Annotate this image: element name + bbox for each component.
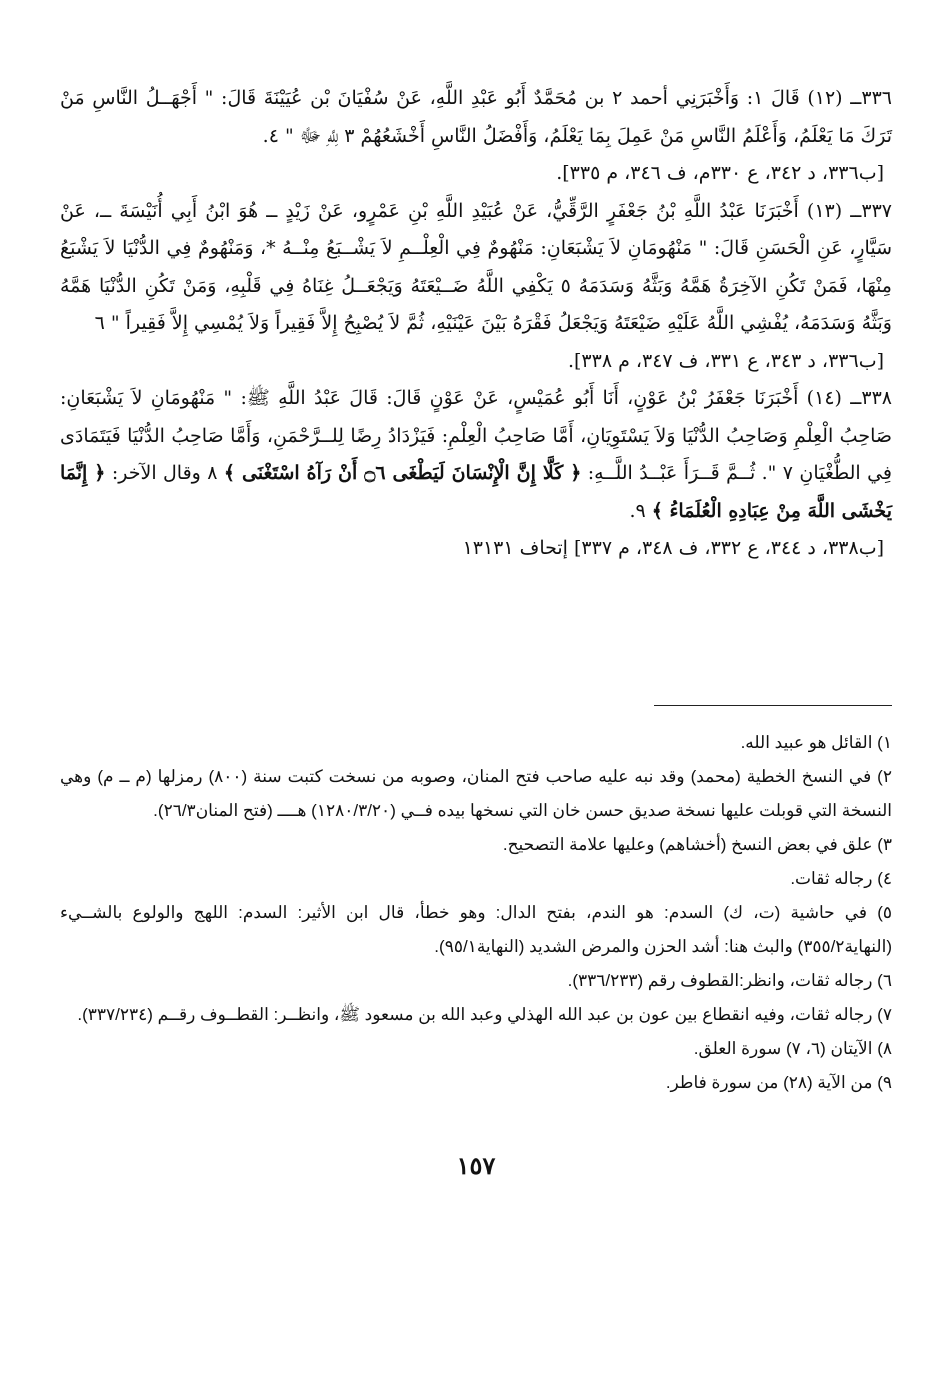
footnote-6: ٦) رجاله ثقات، وانظر:القطوف رقم (٣٣٦/٢٣٣). xyxy=(567,971,892,990)
page-body xyxy=(60,80,893,1092)
footnote-3: ٣) علق في بعض النسخ (أخشاهم) وعليها علامة التصحيح. xyxy=(502,835,892,854)
footnote-separator xyxy=(654,705,892,706)
footnote-1: ١) القائل هو عبيد الله. xyxy=(740,733,892,752)
footnote-9: ٩) من الآية (٢٨) من سورة فاطر. xyxy=(665,1073,892,1092)
verse-footnote-marker: ٩. xyxy=(629,499,646,522)
page-number: ١٥٧ xyxy=(456,1153,496,1180)
hadith-337 xyxy=(60,193,892,381)
footnotes-section xyxy=(60,726,892,1100)
hadith-reference: [ب٣٣٨، د ٣٤٤، ع ٣٣٢، ف ٣٤٨، م ٣٣٧] إتحاف ١٣١٣١ xyxy=(462,537,884,559)
hadith-text xyxy=(60,380,892,530)
verse-connector: ٨ وقال الآخر: xyxy=(111,462,218,484)
footnote-8: ٨) الآيتان (٦، ٧) سورة العلق. xyxy=(693,1039,892,1058)
footnote-4: ٤) رجاله ثقات. xyxy=(790,869,892,888)
hadith-336 xyxy=(60,80,892,193)
hadith-text: ٣٣٧ــ (١٣) أَخْبَرَنَا عَبْدُ اللَّهِ بْنُ جَعْفَرٍ الرَّقِّيُّ، عَنْ عُبَيْدِ اللَّهِ بْنِ عَمْرٍو، عَنْ زَيْدٍ ــ هُوَ ابْنُ أَبِي أُنَيْسَةَ ــ، عَنْ سَيَّارٍ، عَنِ الْحَسَنِ قَالَ: " مَنْهُومَانِ لاَ يَشْبَعَانِ: مَنْهُومٌ فِي الْعِلْــمِ لاَ يَشْــبَعُ مِنْــهُ *، وَمَنْهُومٌ فِي الدُّنْيَا لاَ يَشْبَعُ مِنْهَا، فَمَنْ تَكُنِ الآخِرَةُ هَمَّهُ وَبَثَّهُ وَسَدَمَهُ ٥ يَكْفِي اللَّهُ ضَــيْعَتَهُ وَيَجْعَــلُ غِنَاهُ فِي قَلْبِهِ، وَمَنْ تَكُنِ الدُّنْيَا هَمَّهُ وَبَثَّهُ وَسَدَمَهُ، يُفْشِي اللَّهُ عَلَيْهِ ضَيْعَتَهُ وَيَجْعَلُ فَقْرَهُ بَيْنَ عَيْنَيْهِ، ثُمَّ لاَ يُصْبِحُ إِلاَّ فَقِيراً وَلاَ يُمْسِي إِلاَّ فَقِيراً " ٦ xyxy=(60,199,892,334)
hadith-body: ٣٣٨ــ (١٤) أَخْبَرَنَا جَعْفَرُ بْنُ عَوْنٍ، أَنَا أَبُو عُمَيْسٍ، عَنْ عَوْنٍ قَالَ: قَالَ عَبْدُ اللَّهِ ﷺ: " مَنْهُومَانِ لاَ يَشْبَعَانِ: صَاحِبُ الْعِلْمِ وَصَاحِبُ الدُّنْيَا وَلاَ يَسْتَوِيَانِ، أَمَّا صَاحِبُ الْعِلْمِ: فَيَزْدَادُ رِضًا لِلــرَّحْمَنِ، وَأَمَّا صَاحِبُ الدُّنْيَا فَيَتَمَادَى فِي الطُّغْيَانِ ٧ ". ثُــمَّ قَــرَأَ عَبْــدُ اللَّــهِ: xyxy=(60,387,893,484)
hadith-reference: [ب٣٣٦، د ٣٤٣، ع ٣٣١، ف ٣٤٧، م ٣٣٨]. xyxy=(567,349,884,372)
footnote-2: ٢) في النسخ الخطية (محمد) وقد نبه عليه صاحب فتح المنان، وصوبه من نسخت كتبت سنة (٨٠٠) رمزلها (م ــ م) وهي النسخة التي قوبلت عليها نسخة صديق حسن خان التي نسخها بيده فــي (١٢٨٠/٣/٢٠) هــــ (فتح المنان٢٦/٣). xyxy=(60,767,892,820)
quran-verse-alaq: ﴿ كَلَّا إِنَّ الْإِنْسَانَ لَيَطْغَى ۝٦ أَنْ رَآهُ اسْتَغْنَى ﴾ xyxy=(223,462,582,484)
footnote-7: ٧) رجاله ثقات، وفيه انقطاع بين عون بن عبد الله الهذلي وعبد الله بن مسعود ﷺ، وانظــر: القطــوف رقــم (٣٣٧/٢٣٤). xyxy=(77,1005,892,1024)
hadith-text: ٣٣٦ــ (١٢) قَالَ ١: وَأَخْبَرَنِي أحمد ٢ بن مُحَمَّدٌ أَبُو عَبْدِ اللَّهِ، عَنْ سُفْيَانَ بْن عُيَيْنَةَ قَالَ: " أَجْهَــلُ النَّاسِ مَنْ تَرَكَ مَا يَعْلَمُ، وَأَعْلَمُ النَّاسِ مَنْ عَمِلَ بِمَا يَعْلَمُ، وَأَفْضَلُ النَّاسِ أَخْشَعُهُمْ ٣ لِلَّهِ ﷻ " ٤. xyxy=(60,87,892,147)
hadith-reference: [ب٣٣٦، د ٣٤٢، ع ٣٣٠م، ف ٣٤٦، م ٣٣٥]. xyxy=(556,162,884,184)
quran-verse-fatir: ﴿ إِنَّمَا يَخْشَى اللَّهَ مِنْ عِبَادِهِ الْعُلَمَاءُ ﴾ xyxy=(60,462,892,522)
hadith-338 xyxy=(60,380,892,568)
footnote-5: ٥) في حاشية (ت، ك) السدم: هو الندم، بفتح الدال: وهو خطأ، قال ابن الأثير: السدم: اللهج والولوع بالشــيء (النهاية٣٥٥/٢) والبث هنا: أشد الحزن والمرض الشديد (النهاية٩٥/١). xyxy=(60,903,892,956)
